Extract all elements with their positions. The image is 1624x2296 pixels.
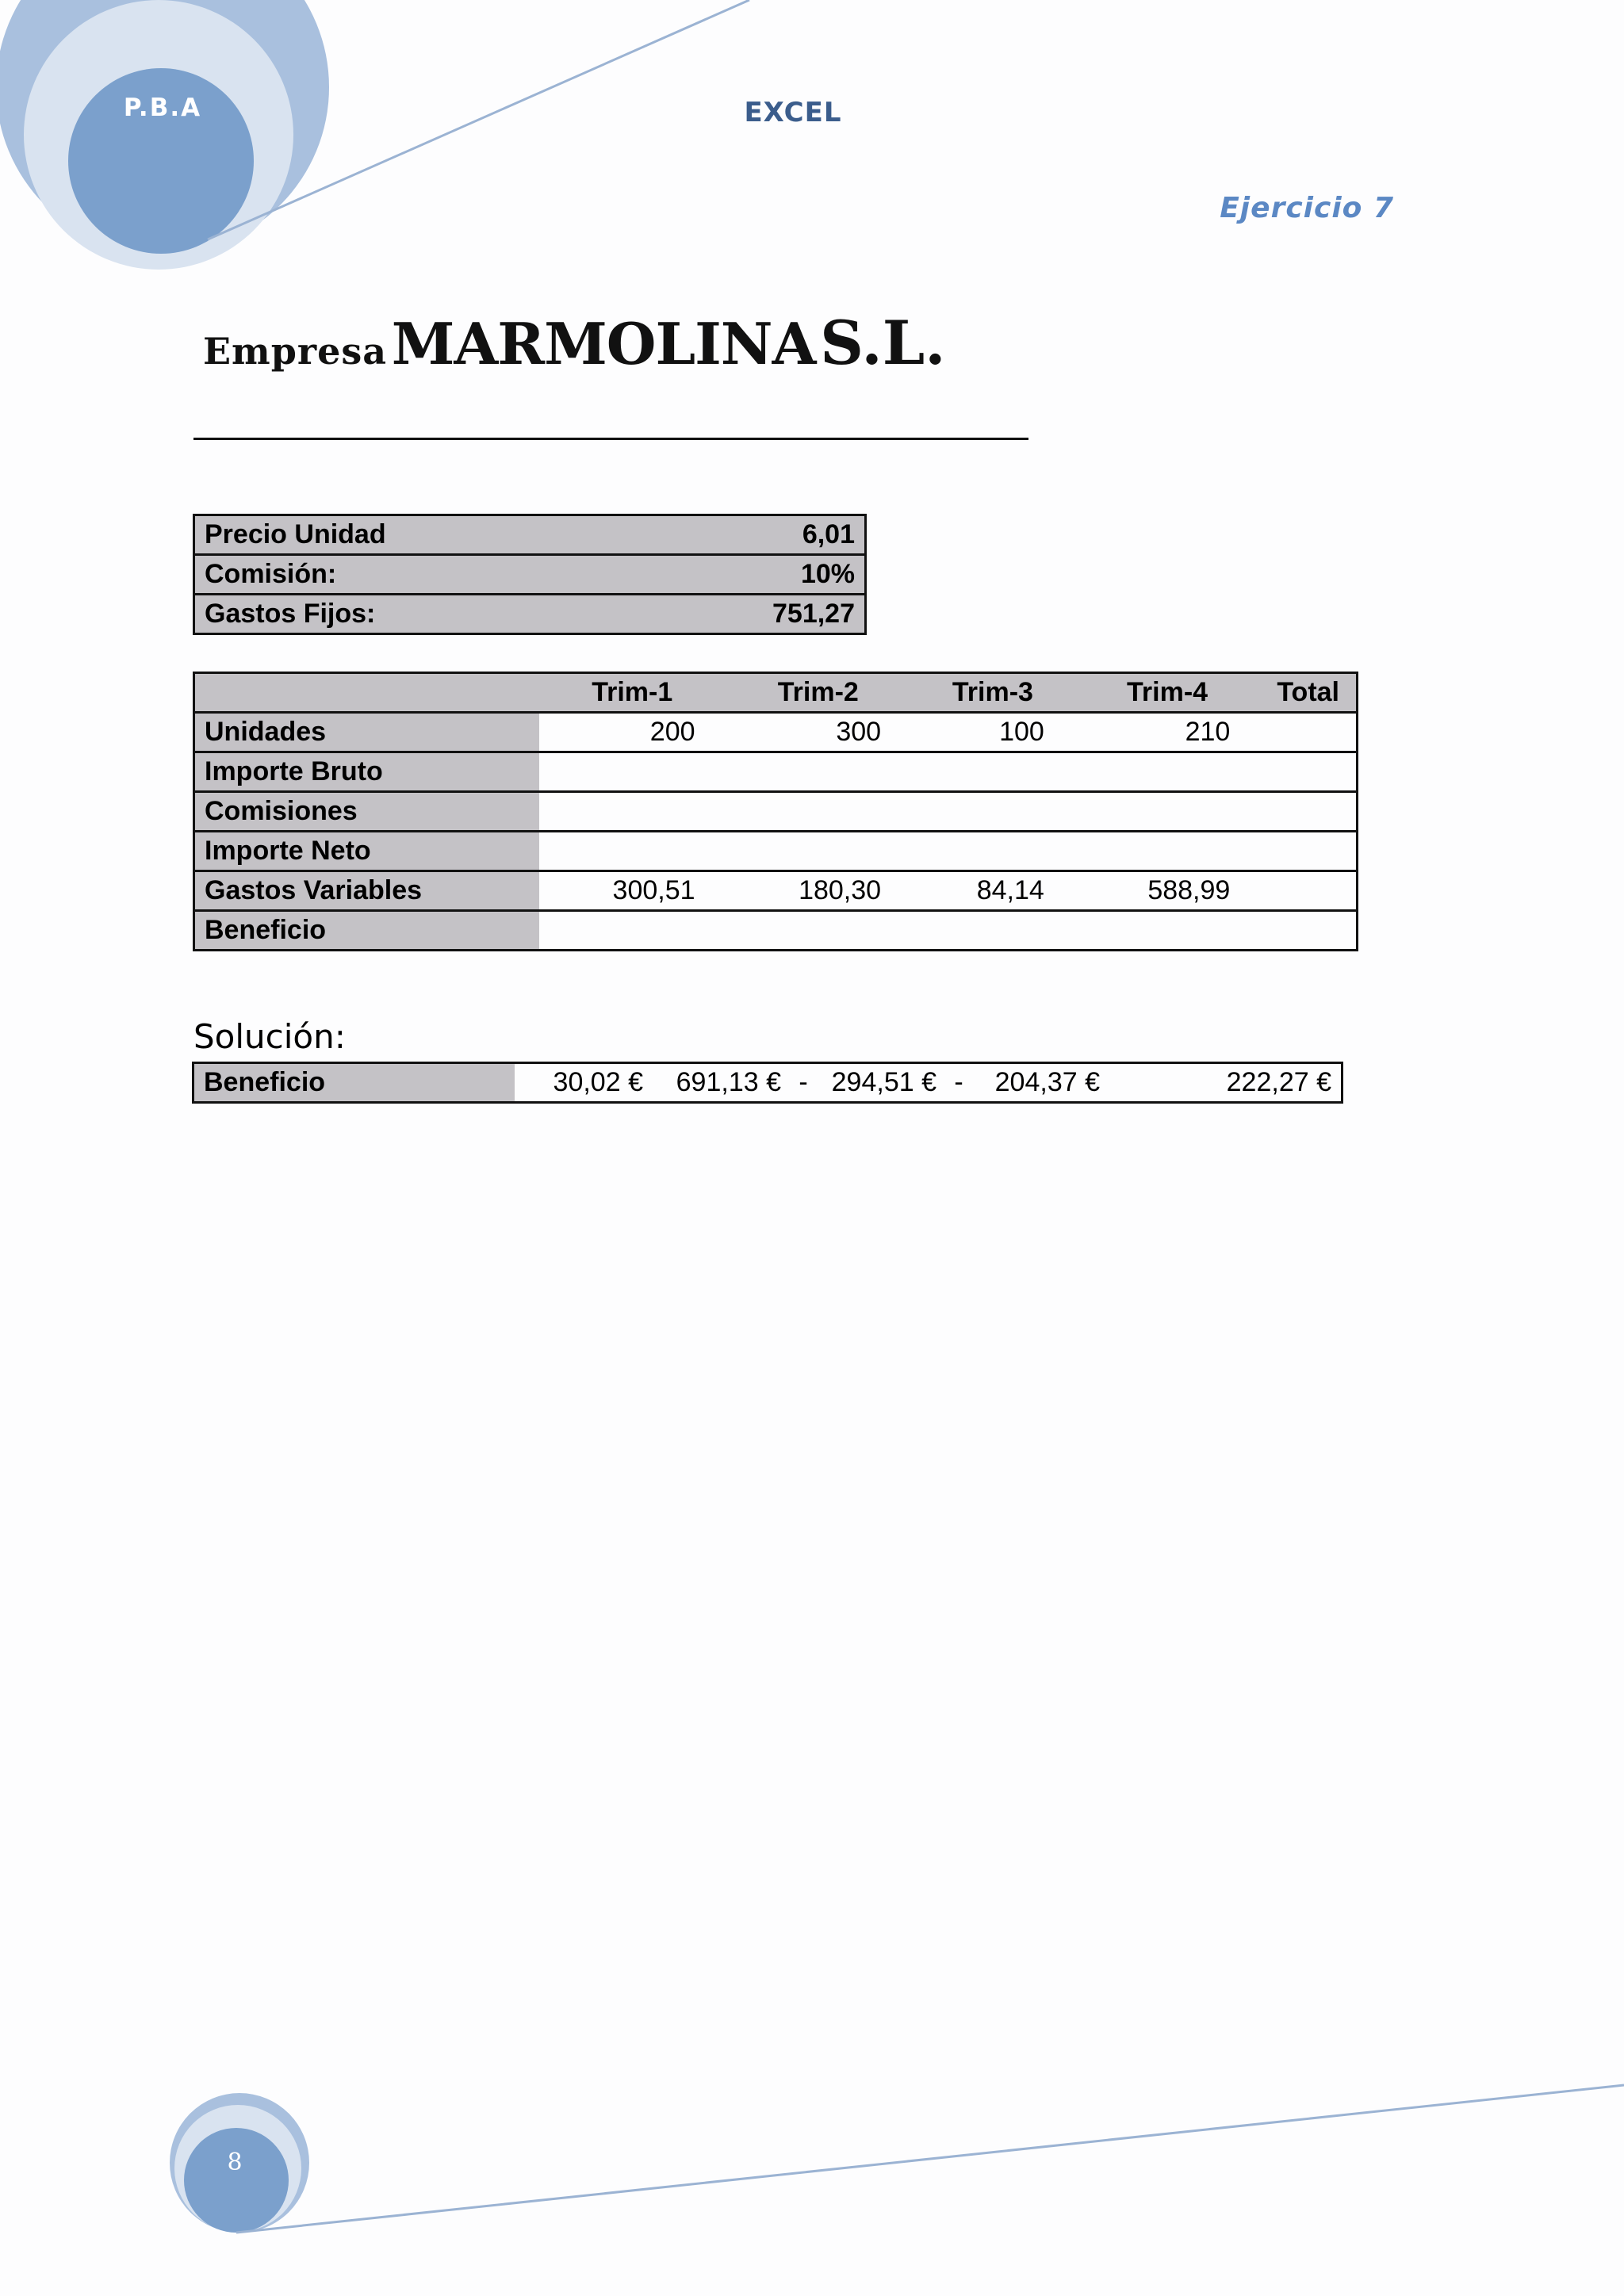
parameters-table — [193, 514, 867, 635]
solution-value: 222,27 € — [1226, 1067, 1331, 1097]
solution-label: Beneficio — [193, 1063, 515, 1103]
table-cell — [726, 832, 912, 871]
table-row — [194, 832, 1358, 871]
solution-value: 691,13 € — [676, 1067, 781, 1097]
header-logo-text: P.B.A — [123, 94, 202, 122]
header-title: EXCEL — [744, 97, 842, 128]
table-header-row — [194, 673, 1358, 713]
param-row — [194, 555, 866, 595]
table-row — [194, 752, 1358, 792]
param-row — [194, 595, 866, 634]
table-cell — [1260, 752, 1357, 792]
table-cell: 100 — [999, 717, 1044, 747]
table-row — [194, 713, 1358, 752]
company-title-word-3: S.L. — [820, 308, 946, 378]
row-label: Importe Bruto — [194, 752, 540, 792]
table-cell — [539, 752, 726, 792]
table-header-cell: Trim-4 — [1074, 673, 1261, 713]
solution-value: 294,51 € — [831, 1067, 936, 1097]
table-cell — [539, 832, 726, 871]
param-value: 6,01 — [639, 515, 866, 555]
table-cell: 588,99 — [1147, 875, 1231, 905]
row-label: Beneficio — [194, 911, 540, 951]
table-cell: 210 — [1185, 717, 1231, 747]
table-row — [194, 792, 1358, 832]
table-cell: 180,30 — [799, 875, 882, 905]
solution-row — [193, 1063, 1342, 1103]
solution-separator: - — [954, 1067, 963, 1097]
table-cell — [539, 911, 726, 951]
table-cell — [726, 752, 912, 792]
table-cell — [911, 792, 1074, 832]
company-title-word-1: Empresa — [203, 330, 388, 373]
company-underline — [193, 438, 1028, 440]
solution-separator: - — [799, 1067, 808, 1097]
table-cell — [1074, 752, 1261, 792]
table-cell — [911, 752, 1074, 792]
solution-table — [192, 1062, 1343, 1104]
company-title-word-2: MARMOLINA — [391, 310, 816, 377]
table-row — [194, 911, 1358, 951]
table-header-cell: Total — [1260, 673, 1357, 713]
param-value: 751,27 — [639, 595, 866, 634]
table-header-cell — [194, 673, 540, 713]
row-label: Gastos Variables — [194, 871, 540, 911]
table-header-cell: Trim-2 — [726, 673, 912, 713]
table-cell — [911, 911, 1074, 951]
param-label: Gastos Fijos: — [194, 595, 639, 634]
header-circle-logo — [0, 0, 329, 270]
company-title — [203, 308, 946, 378]
table-header-cell: Trim-1 — [539, 673, 726, 713]
table-row — [194, 871, 1358, 911]
table-cell — [726, 792, 912, 832]
row-label: Unidades — [194, 713, 540, 752]
table-cell: 300 — [836, 717, 882, 747]
table-cell: 200 — [649, 717, 695, 747]
table-cell — [1074, 792, 1261, 832]
table-cell: 84,14 — [976, 875, 1044, 905]
table-cell — [1260, 832, 1357, 871]
quarterly-table — [193, 672, 1358, 951]
table-cell — [1260, 792, 1357, 832]
table-cell: 300,51 — [612, 875, 695, 905]
table-header-cell: Trim-3 — [911, 673, 1074, 713]
solution-value: 30,02 € — [553, 1067, 643, 1097]
param-value: 10% — [639, 555, 866, 595]
exercise-label: Ejercicio 7 — [1220, 192, 1394, 224]
param-label: Precio Unidad — [194, 515, 639, 555]
row-label: Comisiones — [194, 792, 540, 832]
table-cell — [1260, 911, 1357, 951]
table-cell — [1074, 911, 1261, 951]
param-label: Comisión: — [194, 555, 639, 595]
table-cell — [1260, 871, 1357, 911]
param-row — [194, 515, 866, 555]
table-cell — [539, 792, 726, 832]
table-cell — [1074, 832, 1261, 871]
table-cell — [911, 832, 1074, 871]
table-cell — [726, 911, 912, 951]
solution-value: 204,37 € — [994, 1067, 1100, 1097]
solution-heading: Solución: — [193, 1017, 346, 1056]
page-number: 8 — [227, 2149, 243, 2176]
row-label: Importe Neto — [194, 832, 540, 871]
footer-diagonal-line — [236, 2085, 1624, 2233]
table-cell — [1260, 713, 1357, 752]
